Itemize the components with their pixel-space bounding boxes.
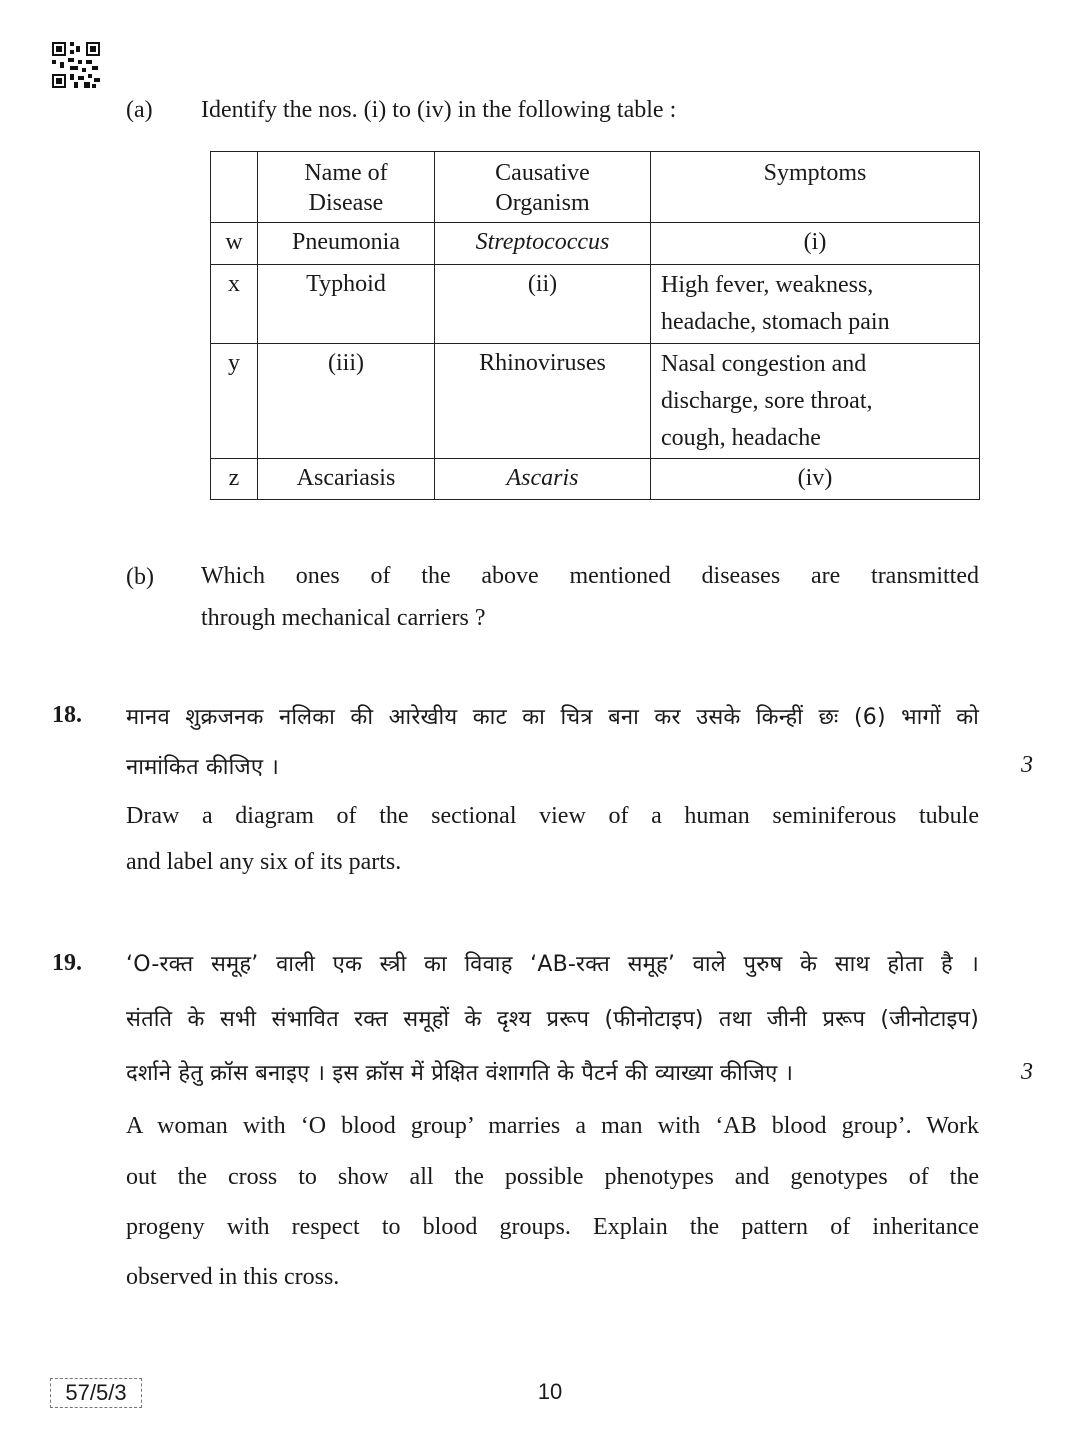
- question-19-number: 19.: [52, 950, 82, 976]
- row-id: z: [211, 459, 258, 500]
- table-header-row: [211, 152, 980, 223]
- q18-english-line1: Draw a diagram of the sectional view of a human seminiferous tubule: [126, 803, 979, 829]
- row-organism: Ascaris: [435, 459, 651, 500]
- row-symptoms: High fever, weakness, headache, stomach pain: [651, 265, 980, 344]
- row-disease: Pneumonia: [258, 223, 435, 265]
- page-number: 10: [537, 1379, 563, 1404]
- row-id: w: [211, 223, 258, 265]
- row-symptoms: (iv): [651, 459, 980, 500]
- table-row: [211, 459, 980, 500]
- table-header-disease: Name of Disease: [258, 152, 435, 223]
- row-id: y: [211, 344, 258, 459]
- q19-english-line3: progeny with respect to blood groups. Explain the pattern of inheritance: [126, 1214, 979, 1240]
- table-header-organism: Causative Organism: [435, 152, 651, 223]
- part-b-line2: through mechanical carriers ?: [201, 605, 486, 631]
- part-a-text: Identify the nos. (i) to (iv) in the following table :: [201, 97, 677, 123]
- row-organism: Rhinoviruses: [435, 344, 651, 459]
- q19-marks: 3: [1021, 1059, 1033, 1085]
- q19-english-line2: out the cross to show all the possible phenotypes and genotypes of the: [126, 1164, 979, 1190]
- table-row: [211, 265, 980, 344]
- disease-table: [210, 151, 980, 500]
- q18-hindi-line1: मानव शुक्रजनक नलिका की आरेखीय काट का चित्र बना कर उसके किन्हीं छः (6) भागों को: [126, 705, 979, 730]
- row-disease: Ascariasis: [258, 459, 435, 500]
- row-id: x: [211, 265, 258, 344]
- part-a-label: (a): [126, 97, 153, 123]
- q19-hindi-line3: दर्शाने हेतु क्रॉस बनाइए । इस क्रॉस में प्रेक्षित वंशागति के पैटर्न की व्याख्या कीजिए ।: [126, 1061, 794, 1086]
- q18-hindi-line2: नामांकित कीजिए ।: [126, 755, 280, 780]
- part-b-label: (b): [126, 564, 154, 590]
- q18-english-line2: and label any six of its parts.: [126, 849, 402, 875]
- question-18-number: 18.: [52, 702, 82, 728]
- q19-english-line1: A woman with ‘O blood group’ marries a man with ‘AB blood group’. Work: [126, 1113, 979, 1139]
- row-disease: Typhoid: [258, 265, 435, 344]
- row-symptoms: (i): [651, 223, 980, 265]
- table-row: [211, 344, 980, 459]
- part-b-line1: Which ones of the above mentioned diseases are transmitted: [201, 563, 979, 589]
- paper-code: 57/5/3: [50, 1378, 142, 1408]
- table-header-symptoms: Symptoms: [651, 152, 980, 223]
- table-header-blank: [211, 152, 258, 223]
- q19-hindi-line2: संतति के सभी संभावित रक्त समूहों के दृश्य प्ररूप (फीनोटाइप) तथा जीनी प्ररूप (जीनोटाइप): [126, 1007, 979, 1032]
- row-symptoms: Nasal congestion and discharge, sore throat, cough, headache: [651, 344, 980, 459]
- qr-code-icon: [52, 42, 100, 88]
- q19-english-line4: observed in this cross.: [126, 1264, 340, 1290]
- row-organism: (ii): [435, 265, 651, 344]
- q18-marks: 3: [1021, 752, 1033, 778]
- row-organism: Streptococcus: [435, 223, 651, 265]
- q19-hindi-line1: ‘O-रक्त समूह’ वाली एक स्त्री का विवाह ‘AB-रक्त समूह’ वाले पुरुष के साथ होता है ।: [126, 952, 979, 977]
- row-disease: (iii): [258, 344, 435, 459]
- table-row: [211, 223, 980, 265]
